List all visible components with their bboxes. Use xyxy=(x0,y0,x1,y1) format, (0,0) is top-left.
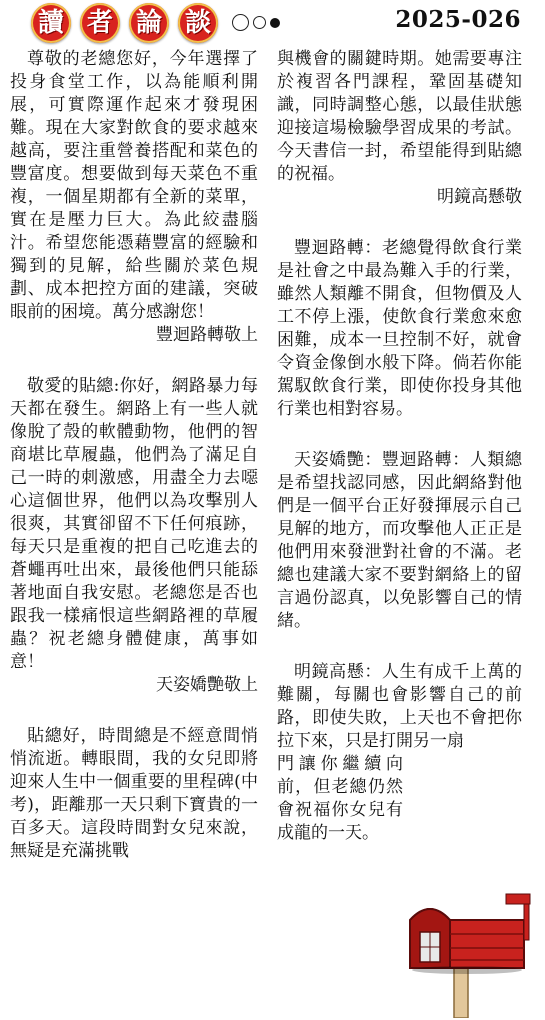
letter-3-signature: 明鏡高懸敬 xyxy=(437,187,522,207)
right-column xyxy=(277,48,522,845)
letter-1-signature: 豐迴路轉敬上 xyxy=(156,325,258,345)
hollow-circle-icon xyxy=(232,14,249,31)
reply-2: 天姿嬌艷：豐迴路轉：人類總是希望找認同感，因此網絡對他們是一個平台正好發揮展示自己見解的地方，而攻擊他人正正是他們用來發泄對社會的不滿。老總也建議大家不要對網絡上的留言過份認真，以免影響自己的情緒。 xyxy=(277,450,522,631)
column-header xyxy=(0,0,545,42)
header-badge-2: 者 xyxy=(80,3,120,43)
header-badge-4: 談 xyxy=(178,3,218,43)
left-column xyxy=(10,48,258,863)
header-badge-1: 讀 xyxy=(31,3,71,43)
hollow-circle-small-icon xyxy=(253,16,266,29)
decorative-dots xyxy=(232,12,284,28)
reply-1: 豐迴路轉：老總覺得飲食行業是社會之中最為難入手的行業，雖然人類離不開食，但物價及人工不停上漲，使飲食行業愈來愈困難，成本一旦控制不好，就會令資金像倒水般下降。倘若你能駕馭飲食行業，即使你投身其他行業也相對容易。 xyxy=(277,238,522,419)
letter-2: 敬愛的貼總:你好，網路暴力每天都在發生。網路上有一些人就像脫了殼的軟體動物，他們的智商堪比草履蟲，他們為了滿足自己一時的刺激感，用盡全力去噁心這個世界，他們以為攻擊別人很爽，其實卻留不下任何痕跡，每天只是重複的把自己吃進去的蒼蠅再吐出來，最後他們只能舔著地面自我安慰。老總您是否也跟我一樣痛恨這些網路裡的草履蟲？祝老總身體健康，萬事如意！ xyxy=(10,376,258,672)
header-badge-3: 論 xyxy=(129,3,169,43)
letter-3: 貼總好，時間總是不經意間悄悄流逝。轉眼間，我的女兒即將迎來人生中一個重要的里程碑(中考)，距離那一天只剩下寶貴的一百多天。這段時間對女兒來說，無疑是充滿挑戰 xyxy=(10,726,258,861)
filled-circle-icon xyxy=(270,18,280,28)
issue-number: 2025-026 xyxy=(395,6,521,33)
letter-3-continued: 與機會的關鍵時期。她需要專注於複習各門課程，鞏固基礎知識，同時調整心態，以最佳狀態迎接這場檢驗學習成果的考試。今天書信一封，希望能得到貼總的祝福。 xyxy=(277,49,522,184)
letter-1: 尊敬的老總您好，今年選擇了投身食堂工作，以為能順利開展，可實際運作起來才發現困難。現在大家對飲食的要求越來越高，要注重營養搭配和菜色的豐富度。想要做到每天菜色不重複，一個星期都有全新的菜單，實在是壓力巨大。為此絞盡腦汁。希望您能憑藉豐富的經驗和獨到的見解，給些關於菜色規劃、成本把控方面的建議，突破眼前的困境。萬分感謝您！ xyxy=(10,49,258,322)
letter-2-signature: 天姿嬌艷敬上 xyxy=(156,675,258,695)
mailbox-icon xyxy=(402,880,537,1018)
reply-3-end: 門讓你繼續向前，但老總仍然會祝福你女兒有成龍的一天。 xyxy=(277,754,403,843)
reply-3: 明鏡高懸：人生有成千上萬的難關，每關也會影響自己的前路，即使失敗，上天也不會把你拉下來，只是打開另一扇 xyxy=(277,662,522,751)
